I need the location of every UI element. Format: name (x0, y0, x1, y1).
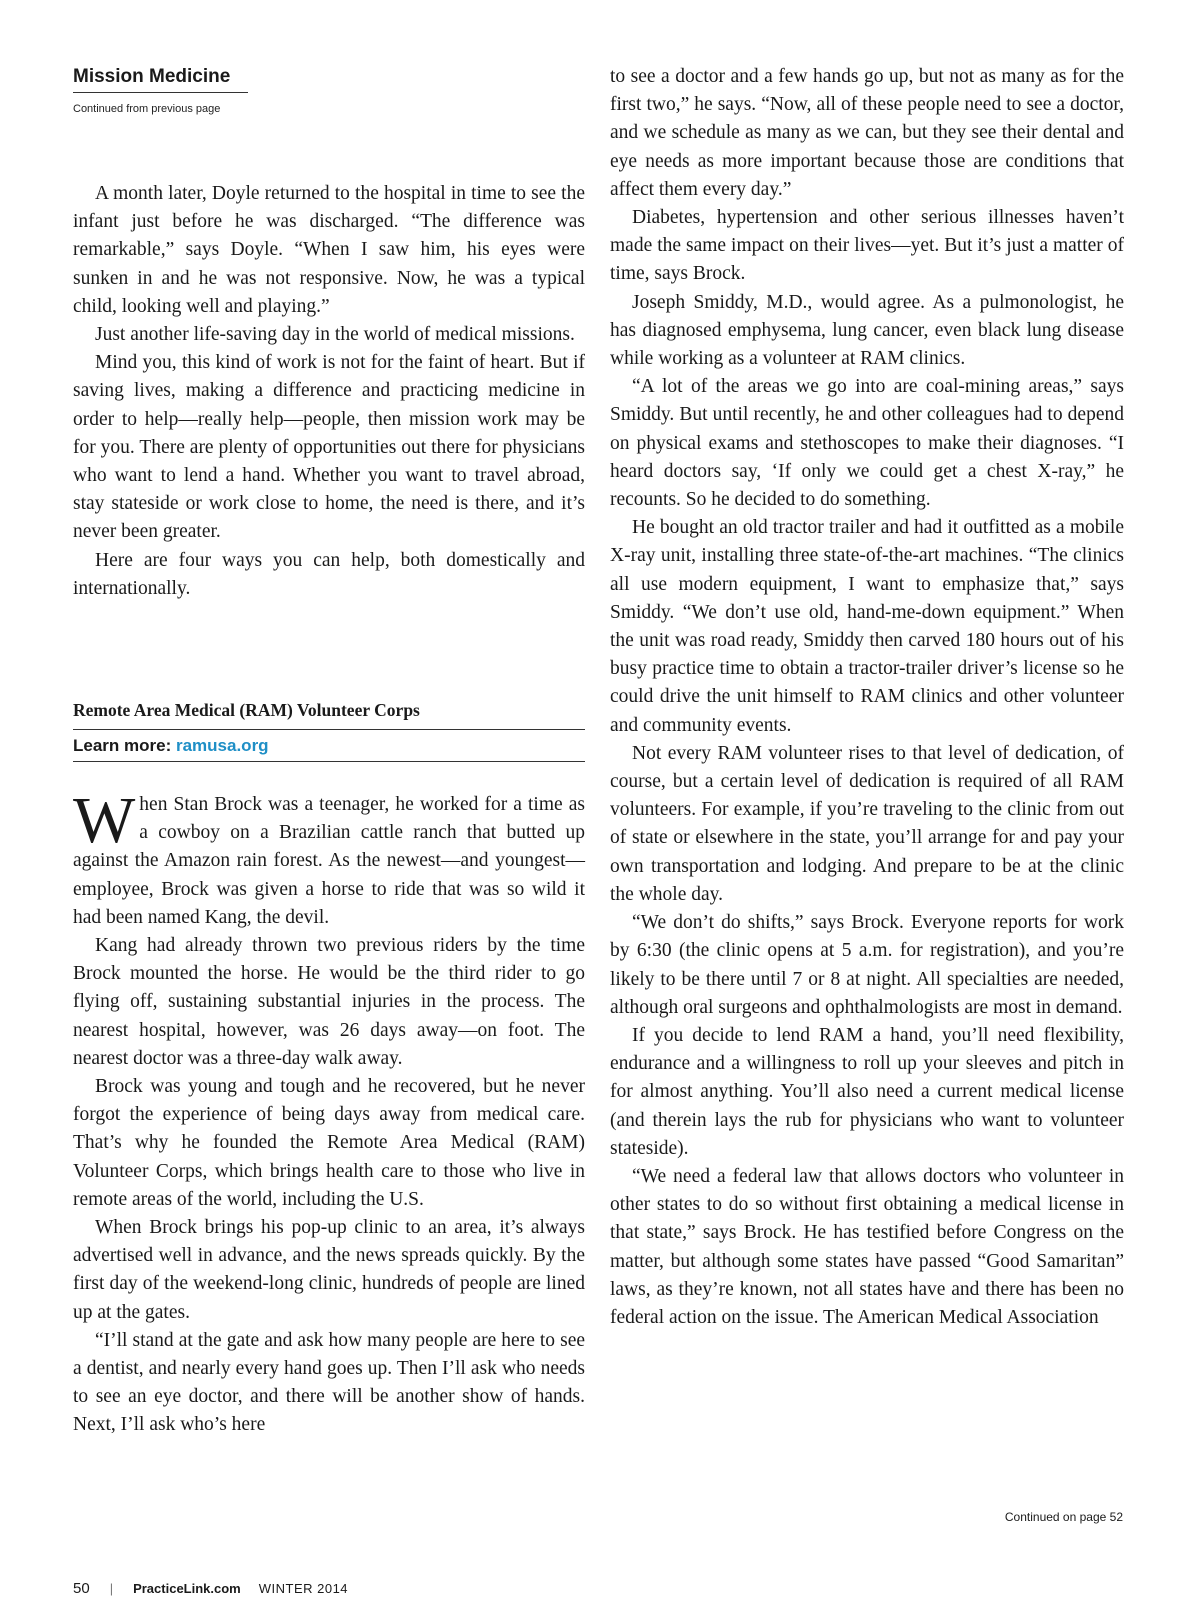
paragraph: When Brock brings his pop-up clinic to an area, it’s always advertised well in advance, and the news spreads quickly. By the first day of the weekend-long clinic, hundreds of people are lined up at the gates. (73, 1217, 585, 1323)
paragraph: If you decide to lend RAM a hand, you’ll need flexibility, endurance and a willingness to roll up your sleeves and pitch in for almost anything. You’ll also need a current medical license (and therein lays the rub for physicians who want to volunteer stateside). (610, 1024, 1124, 1159)
ram-section-header (73, 700, 585, 762)
paragraph: Not every RAM volunteer rises to that level of dedication, of course, but a certain level of dedication is required of all RAM volunteers. For example, if you’re traveling to the clinic from out of state or elsewhere in the state, you’ll arrange for and pay your own transportation and lodging. And prepare to be at the clinic the whole day. (610, 742, 1124, 905)
paragraph: Just another life-saving day in the world of medical missions. (95, 324, 575, 346)
paragraph: “A lot of the areas we go into are coal-mining areas,” says Smiddy. But until recently, he and other colleagues had to depend on physical exams and stethoscopes to make their diagnoses. “I heard doctors say, ‘If only we could get a chest X-ray,” he recounts. So he decided to do something. (610, 376, 1124, 511)
continuation-paragraph: to see a doctor and a few hands go up, but not as many as for the first two,” he says. “Now, all of these people need to see a doctor, and we schedule as many as we can, but they see their dental and eye needs as more important because those are conditions that affect them every day.” (610, 66, 1124, 200)
paragraph: Diabetes, hypertension and other serious illnesses haven’t made the same impact on their lives—yet. But it’s just a matter of time, says Brock. (610, 207, 1124, 285)
first-paragraph-text: hen Stan Brock was a teenager, he worked for a time as a cowboy on a Brazilian cattle ranch that butted up against the Amazon rain forest. As the newest—and youngest—employee, Brock was given a horse to ride that was so wild it had been named Kang, the devil. (73, 794, 585, 928)
section-header (73, 66, 248, 115)
continued-on-note: Continued on page 52 (1004, 1510, 1123, 1524)
footer-site[interactable]: PracticeLink.com (133, 1581, 241, 1596)
paragraph: “I’ll stand at the gate and ask how many people are here to see a dentist, and nearly every hand goes up. Then I’ll ask who needs to see an eye doctor, and there will be another show of hands. Next, I’ll ask who’s here (73, 1329, 585, 1436)
paragraph: Mind you, this kind of work is not for the faint of heart. But if saving lives, making a difference and practicing medicine in order to help—really help—people, then mission work may be for you. There are plenty of opportunities out there for physicians who want to lend a hand. Whether you want to travel abroad, stay stateside or work close to home, the need is there, and it’s never been greater. (73, 352, 585, 543)
paragraph: Brock was young and tough and he recovered, but he never forgot the experience of being days away from medical care. That’s why he founded the Remote Area Medical (RAM) Volunteer Corps, which brings health care to those who live in remote areas of the world, including the U.S. (73, 1076, 585, 1210)
drop-cap: W (73, 784, 136, 857)
ram-right-column (610, 63, 1124, 1332)
footer-separator: | (109, 1581, 114, 1596)
paragraph: Joseph Smiddy, M.D., would agree. As a pulmonologist, he has diagnosed emphysema, lung cancer, even black lung disease while working as a volunteer at RAM clinics. (610, 291, 1124, 370)
learn-more-line (73, 730, 585, 762)
paragraph: He bought an old tractor trailer and had it outfitted as a mobile X-ray unit, installing three state-of-the-art machines. “The clinics all use modern equipment, I want to emphasize that,” says Smiddy. “We don’t use old, hand-me-down equipment.” When the unit was road ready, Smiddy then carved 180 hours out of his busy practice time to obtain a tractor-trailer driver’s license so he could drive the unit himself to RAM clinics and other volunteer and community events. (610, 517, 1124, 736)
learn-more-label: Learn more: (73, 736, 176, 755)
paragraph: A month later, Doyle returned to the hospital in time to see the infant just before he was discharged. “The difference was remarkable,” says Doyle. “When I saw him, his eyes were sunken in and he was not responsive. Now, he was a typical child, looking well and playing.” (73, 183, 585, 317)
footer-issue: WINTER 2014 (258, 1581, 349, 1596)
ram-left-column (73, 784, 585, 1440)
section-title: Mission Medicine (73, 66, 248, 93)
first-paragraph (73, 784, 585, 932)
paragraph: “We don’t do shifts,” says Brock. Everyone reports for work by 6:30 (the clinic opens at 5 a.m. for registration), and you’re likely to be there until 7 or 8 at night. All specialties are needed, although oral surgeons and ophthalmologists are most in demand. (610, 912, 1124, 1018)
page-footer (73, 1580, 348, 1597)
intro-text (73, 180, 585, 603)
page-number: 50 (73, 1580, 90, 1597)
paragraph: Kang had already thrown two previous riders by the time Brock mounted the horse. He would be the third rider to go flying off, sustaining substantial injuries in the process. The nearest hospital, however, was 26 days away—on foot. The nearest doctor was a three-day walk away. (73, 935, 585, 1069)
paragraph: Here are four ways you can help, both domestically and internationally. (73, 549, 585, 599)
continued-from-note: Continued from previous page (73, 103, 221, 115)
paragraph: “We need a federal law that allows doctors who volunteer in other states to do so without first obtaining a medical license in that state,” says Brock. He has testified before Congress on the matter, but although some states have passed “Good Samaritan” laws, as they’re known, not all states have and there has been no federal action on the issue. The American Medical Association (610, 1165, 1124, 1328)
ram-heading: Remote Area Medical (RAM) Volunteer Corps (73, 700, 585, 730)
ram-link[interactable]: ramusa.org (175, 736, 269, 755)
